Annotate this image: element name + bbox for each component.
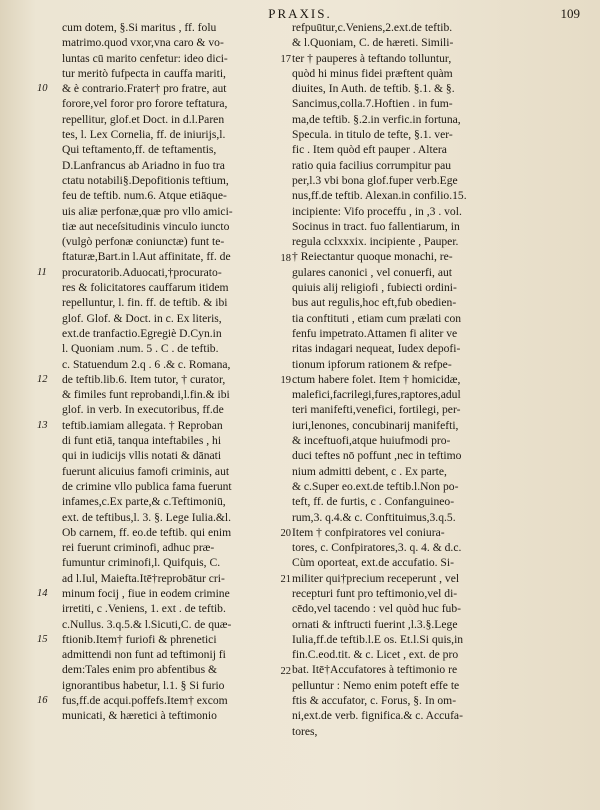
text-line: ignorantibus habetur, l.1. § Si furio	[62, 678, 225, 692]
text-line: nium admitti debent, c . Ex parte,	[292, 464, 447, 478]
text-line: rei fuerunt criminofi, adhuc præ-	[62, 541, 215, 555]
text-line: luntas cū marito cenfetur: ideo dici-	[62, 51, 228, 65]
text-line: quòd hi minus fidei præftent quàm	[292, 66, 453, 80]
text-line: fin.C.eod.tit. & c. Licet , ext. de pro	[292, 648, 459, 662]
margin-number: 15	[37, 634, 48, 645]
text-line: & inceftuofi,atque huiufmodi pro-	[292, 434, 451, 448]
text-line: (vulgò perfonæ coniunctæ) funt te-	[62, 235, 225, 249]
text-line: tores, c. Confpiratores,3. q. 4. & d.c.	[292, 541, 462, 555]
text-line: ni,ext.de verb. fignifica.& c. Accufa-	[292, 709, 463, 723]
text-line: tur meritò fufpecta in cauffa mariti,	[62, 66, 226, 80]
text-line: fus,ff.de acqui.poffefs.Item† excom	[62, 694, 228, 708]
text-line: Socinus in tract. fuo fallentiarum, in	[292, 219, 460, 233]
right-text-column	[280, 20, 532, 739]
text-line: ext. de teftibus,l. 3. §. Lege Iulia.&l.	[62, 510, 232, 524]
text-line: ftis & accufator, c. Forus, §. In om-	[292, 694, 457, 708]
text-line: † Reiectantur quoque monachi, re-	[292, 250, 453, 264]
text-line: fuerunt alicuius famofi criminis, aut	[62, 464, 230, 478]
left-text-column	[62, 20, 288, 724]
text-line: irretiti, c .Veniens, 1. ext . de teftib.	[62, 602, 226, 616]
margin-number: 14	[37, 588, 48, 600]
text-line: dem:Tales enim pro abfentibus &	[62, 663, 218, 677]
text-line: incipiente: Vifo proceffu , in ,3 . vol.	[292, 204, 462, 218]
text-line: matrimo.quod vxor,vna caro & vo-	[62, 36, 224, 50]
text-line: uis aliæ perfonæ,quæ pro vllo amici-	[62, 204, 233, 218]
text-line: infames,c.Ex parte,& c.Teftimoniū,	[62, 495, 226, 509]
text-line: pelluntur : Nemo enim poteft effe te	[292, 678, 460, 692]
text-line: diuites, In Auth. de teftib. §.1. & §.	[292, 82, 455, 96]
text-line: bus aut regulis,hoc eft,fub obedien-	[292, 296, 457, 310]
text-line: ftaturæ,Bart.in l.Aut affinitate, ff. de	[62, 250, 231, 264]
text-line: ftionib.Item† furiofi & phrenetici	[62, 632, 217, 646]
text-line: ctatu notabili§.Depofitionis teftium,	[62, 173, 229, 187]
text-line: municati, & hæretici à teftimonio	[62, 709, 217, 723]
text-line: de teftib.lib.6. Item tutor, † curator,	[62, 372, 226, 386]
text-line: ter † pauperes à teftando tolluntur,	[292, 51, 452, 65]
text-line: teft, ff. de furtis, c . Confanguineo-	[292, 495, 455, 509]
margin-number: 20	[280, 527, 291, 539]
text-line: quiuis alij religiofi , fubiecti ordini-	[292, 281, 457, 295]
text-line: & l.Quoniam, C. de hæreti. Simili-	[292, 36, 454, 50]
running-title: PRAXIS.	[268, 6, 332, 21]
text-line: ratio quia facilius corrumpitur pau	[292, 158, 452, 172]
text-line: iuri,lenones, concubinarij manifefti,	[292, 418, 459, 432]
text-line: Ob carnem, ff. eo.de teftib. qui enim	[62, 525, 232, 539]
text-line: tionum ipforum rationem & refpe-	[292, 357, 452, 371]
text-line: Cùm oporteat, ext.de accufatio. Si-	[292, 556, 454, 570]
text-line: bat. Itē†Accufatores à teftimonio re	[292, 663, 458, 677]
margin-number: 21	[280, 573, 291, 585]
text-line: Item † confpiratores vel coniura-	[292, 525, 445, 539]
text-line: ma,de teftib. §.2.in verfic.in fortuna,	[292, 112, 461, 126]
margin-number: 16	[37, 695, 48, 707]
margin-number: 17	[280, 53, 291, 65]
text-line: Iulia,ff.de teftib.l.E os. Et.l.Si quis,in	[292, 632, 464, 646]
text-line: procuratorib.Aduocati,†procurato-	[62, 265, 222, 279]
text-line: di funt etiā, tanqua inteftabiles , hi	[62, 434, 222, 448]
margin-number: 12	[37, 373, 48, 385]
text-line: qui in iudicijs vllis notati & dānati	[62, 449, 222, 463]
text-line: malefici,facrilegi,fures,raptores,adul	[292, 388, 461, 402]
text-line: Sancimus,colla.7.Hoftien . in fum-	[292, 97, 453, 111]
text-line: per,l.3 vbi bona glof.fuper verb.Ege	[292, 173, 458, 187]
text-line: & è contrario.Frater† pro fratre, aut	[62, 82, 227, 96]
text-line: militer qui†precium receperunt , vel	[292, 571, 460, 585]
text-line: ornati & inftructi fuerint ,l.3.§.Lege	[292, 617, 458, 631]
text-line: tes, l. Lex Cornelia, ff. de iniurijs,l.	[62, 128, 226, 142]
text-line: & fimiles funt reprobandi,l.fin.& ibi	[62, 388, 230, 402]
margin-number: 13	[37, 419, 48, 431]
text-line: duci teftes nō poffunt ,nec in teftimo	[292, 449, 462, 463]
text-line: fic . Item quòd eft pauper . Altera	[292, 143, 447, 157]
page-number: 109	[560, 6, 580, 21]
text-line: c. Statuendum 2.q . 6 .& c. Romana,	[62, 357, 231, 371]
text-line: rum,3. q.4.& c. Conftituimus,3.q.5.	[292, 510, 456, 524]
text-line: de crimine vllo publica fama fuerunt	[62, 479, 232, 493]
text-line: & c.Super eo.ext.de teftib.l.Non po-	[292, 479, 459, 493]
text-line: tia conftituti , etiam cum prælati con	[292, 311, 462, 325]
text-line: c.Nullus. 3.q.5.& l.Sicuti,C. de quæ-	[62, 617, 232, 631]
text-line: ad l.Iul, Maiefta.Itē†reprobātur cri-	[62, 571, 225, 585]
text-line: ritas indagari nequeat, Iudex depofi-	[292, 342, 461, 356]
text-line: nus,ff.de teftib. Alexan.in confilio.15.	[292, 189, 467, 203]
text-line: Qui teftamento,ff. de teftamentis,	[62, 143, 217, 157]
margin-number: 10	[37, 83, 48, 95]
text-line: res & folicitatores cauffarum itidem	[62, 281, 229, 295]
text-line: Specula. in titulo de tefte, §.1. ver-	[292, 128, 453, 142]
text-line: fumuntur criminofi,l. Quifquis, C.	[62, 556, 221, 570]
text-line: tiæ aut neceſsitudinis vinculo iunctо	[62, 219, 230, 233]
text-line: repelluntur, l. fin. ff. de teftib. & ibi	[62, 296, 228, 310]
text-line: cēdo,vel tacendo : vel quòd huc fub-	[292, 602, 462, 616]
text-line: fororе,vel foror pro fororе teftatura,	[62, 97, 228, 111]
margin-number: 22	[280, 665, 291, 677]
text-line: fenfu impetrato.Attamen fi aliter ve	[292, 326, 458, 340]
text-line: ctum habere folet. Item † homicidæ,	[292, 372, 461, 386]
text-line: ext.de tranfactio.Egregiè D.Cyn.in	[62, 326, 222, 340]
text-line: minum focij , fiue in eodem crimine	[62, 586, 230, 600]
text-line: glof. Glof. & Doct. in c. Ex literis,	[62, 311, 222, 325]
margin-number: 19	[280, 374, 291, 386]
text-line: cum dotem, §.Si maritus , ff. folu	[62, 21, 217, 34]
text-line: feu de teftib. num.6. Atque etiāque-	[62, 189, 227, 203]
text-line: teri manifefti,venefici, fortilegi, per-	[292, 403, 461, 417]
text-line: admittendi non funt ad teftimonij fi	[62, 648, 226, 662]
margin-number: 18	[280, 252, 291, 264]
text-line: refpuūtur,c.Veniens,2.ext.de teftib.	[292, 21, 453, 34]
text-line: recepturi funt pro teftimonio,vel di-	[292, 586, 458, 600]
text-line: teftib.iamiam allegata. † Reproban	[62, 418, 223, 432]
text-line: repellitur, glof.et Doct. in d.l.Paren	[62, 112, 225, 126]
text-line: regula cclxxxix. incipiente , Pauper.	[292, 235, 459, 249]
text-line: tores,	[292, 724, 318, 738]
text-line: gulares canonici , vel conuerfi, aut	[292, 265, 452, 279]
text-line: glof. in verb. In executoribus, ff.de	[62, 403, 224, 417]
margin-number: 11	[37, 266, 47, 278]
text-line: l. Quoniam .num. 5 . C . de teftib.	[62, 342, 219, 356]
text-line: D.Lanfrancus ab Ariadno in fuo tra	[62, 158, 225, 172]
